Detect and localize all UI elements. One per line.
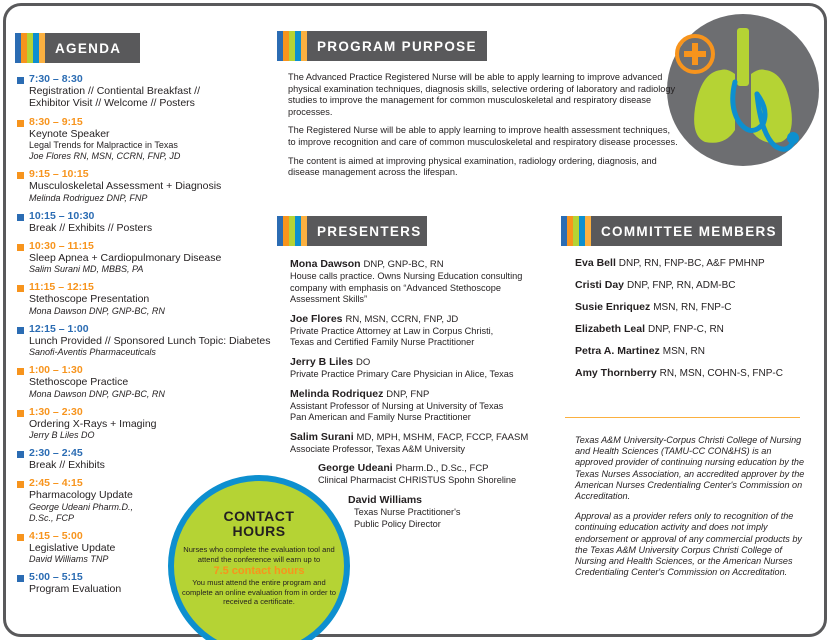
- contact-hours-highlight: 7.5 contact hours: [213, 565, 305, 578]
- accreditation-statement: [575, 435, 807, 587]
- presenters-header: [277, 216, 427, 246]
- committee-member-name: Elizabeth Leal: [575, 323, 646, 335]
- presenter: [290, 388, 560, 424]
- bullet-square-icon: [17, 534, 24, 541]
- committee-member-name: Susie Enriquez: [575, 301, 651, 313]
- agenda-time: 1:30 – 2:30: [29, 405, 83, 418]
- agenda-item: [15, 364, 275, 399]
- agenda-item: [15, 210, 275, 234]
- committee-member-credentials: MSN, RN, FNP-C: [653, 302, 732, 313]
- committee-member: [575, 323, 820, 336]
- agenda-speaker: Salim Surani MD, MBBS, PA: [29, 264, 144, 275]
- stripes-decoration: [277, 31, 307, 61]
- committee-header: [561, 216, 782, 246]
- purpose-paragraph: The content is aimed at improving physical examination, radiology ordering, diagnosis, and disease management across the lifespan.: [288, 155, 657, 178]
- presenter-description: Pan American and Family Nurse Practitioner: [290, 412, 471, 423]
- agenda-time: 11:15 – 12:15: [29, 281, 94, 294]
- agenda-time: 8:30 – 9:15: [29, 115, 83, 128]
- presenter-description: Texas and Certified Family Nurse Practitioner: [290, 337, 475, 348]
- agenda-session: Program Evaluation: [29, 583, 122, 596]
- committee-member: [575, 345, 820, 358]
- agenda-item: [15, 116, 275, 162]
- bullet-square-icon: [17, 481, 24, 488]
- agenda-item: [15, 240, 275, 275]
- agenda-item: [15, 168, 275, 203]
- presenter-description: Assistant Professor of Nursing at University of Texas: [290, 400, 504, 411]
- bullet-square-icon: [17, 410, 24, 417]
- divider: [565, 417, 800, 418]
- bullet-square-icon: [17, 575, 24, 582]
- agenda-time: 1:00 – 1:30: [29, 364, 83, 377]
- bullet-square-icon: [17, 368, 24, 375]
- bullet-square-icon: [17, 77, 24, 84]
- agenda-session: Stethoscope Practice: [29, 376, 129, 389]
- presenter-name: [348, 494, 560, 507]
- presenter: [290, 313, 560, 349]
- presenter-description: Clinical Pharmacist CHRISTUS Spohn Shoreline: [318, 475, 517, 486]
- presenter-description: Private Practice Primary Care Physician in Alice, Texas: [290, 368, 514, 379]
- committee-member-credentials: DNP, FNP-C, RN: [647, 324, 724, 335]
- agenda-session: Pharmacology Update: [29, 489, 133, 502]
- committee-list: [575, 257, 820, 389]
- contact-hours-requirement: You must attend the entire program and complete an online evaluation from in order to received a certificate.: [181, 578, 337, 607]
- presenter-description: House calls practice. Owns Nursing Education consulting: [290, 271, 523, 281]
- presenters-title: PRESENTERS: [317, 223, 422, 239]
- agenda-title: AGENDA: [55, 40, 122, 56]
- agenda-time: 10:30 – 11:15: [29, 240, 94, 253]
- agenda-speaker: Sanofi-Aventis Pharmaceuticals: [29, 347, 156, 358]
- committee-member-credentials: DNP, FNP, RN, ADM-BC: [626, 280, 736, 291]
- agenda-item: [15, 73, 275, 110]
- presenters-list: [290, 258, 560, 537]
- agenda-time: 5:00 – 5:15: [29, 571, 83, 584]
- committee-member-credentials: DNP, RN, FNP-BC, A&F PMHNP: [618, 258, 765, 269]
- bullet-square-icon: [17, 285, 24, 292]
- bullet-square-icon: [17, 244, 24, 251]
- presenter: [290, 431, 560, 456]
- purpose-text: [288, 72, 680, 186]
- presenter-name: [290, 431, 560, 444]
- presenter-description: Associate Professor, Texas A&M University: [290, 443, 465, 454]
- presenter-name: [290, 258, 560, 271]
- bullet-square-icon: [17, 172, 24, 179]
- agenda-session: Ordering X-Rays + Imaging: [29, 417, 157, 430]
- presenter: [290, 258, 560, 306]
- presenter-credentials: DNP, GNP-BC, RN: [363, 259, 444, 270]
- presenter: [318, 462, 560, 487]
- presenter-credentials: DNP, FNP: [386, 388, 430, 400]
- agenda-session: Musculoskeletal Assessment + Diagnosis: [29, 180, 222, 193]
- agenda-speaker: D.Sc., FCP: [29, 512, 75, 523]
- agenda-time: 2:30 – 2:45: [29, 447, 83, 460]
- committee-member-name: Cristi Day: [575, 279, 625, 291]
- agenda-time: 10:15 – 10:30: [29, 209, 95, 222]
- presenter-name-text: Mona Dawson: [290, 258, 361, 270]
- agenda-time: 12:15 – 1:00: [29, 322, 89, 335]
- agenda-time: 4:15 – 5:00: [29, 529, 83, 542]
- presenter-credentials: MD, MPH, MSHM, FACP, FCCP, FAASM: [356, 431, 529, 443]
- presenter-name-text: Joe Flores: [290, 312, 343, 325]
- presenter-name: [290, 313, 560, 326]
- agenda-session: Registration // Contiental Breakfast //: [29, 85, 200, 97]
- agenda-speaker: Melinda Rodriguez DNP, FNP: [29, 192, 148, 203]
- presenter-name-text: David Williams: [348, 493, 423, 506]
- purpose-title: PROGRAM PURPOSE: [317, 38, 477, 54]
- presenter-description: Texas Nurse Practitioner's: [354, 506, 461, 517]
- presenter-credentials: RN, MSN, CCRN, FNP, JD: [345, 313, 459, 325]
- contact-hours-body: [181, 545, 337, 607]
- lungs-stethoscope-icon: [665, 12, 821, 168]
- agenda-item: [15, 323, 275, 358]
- agenda-time: 9:15 – 10:15: [29, 168, 89, 181]
- presenter-description: Private Practice Attorney at Law in Corpus Christi,: [290, 325, 494, 336]
- presenter-credentials: DO: [355, 356, 371, 368]
- agenda-time: 7:30 – 8:30: [29, 73, 83, 85]
- stripes-decoration: [15, 33, 45, 63]
- committee-member-name: Eva Bell: [575, 257, 616, 269]
- committee-member-name: Petra A. Martinez: [575, 345, 660, 357]
- agenda-session: Lunch Provided // Sponsored Lunch Topic: Diabetes: [29, 334, 271, 347]
- purpose-header: [277, 31, 487, 61]
- agenda-session: Sleep Apnea + Cardiopulmonary Disease: [29, 252, 222, 265]
- agenda-item: [15, 447, 275, 471]
- agenda-item: [15, 406, 275, 441]
- agenda-topic: Legal Trends for Malpractice in Texas: [29, 140, 178, 151]
- accreditation-paragraph: Texas A&M University-Corpus Christi College of Nursing and Health Sciences (TAMU-CC CON&HS) is an approved provider of continuing nursing education by the Texas Nurses Association, an accredited approver by the American Nurses Credentialing Center's Commission on Accreditation.: [575, 435, 805, 502]
- agenda-speaker: David Williams TNP: [29, 554, 109, 565]
- agenda-session: Break // Exhibits: [29, 459, 105, 472]
- presenter: [290, 356, 560, 381]
- committee-member-name: Amy Thornberry: [575, 367, 657, 379]
- presenter-name-text: Salim Surani: [290, 430, 354, 443]
- bullet-square-icon: [17, 120, 24, 127]
- stripes-decoration: [561, 216, 591, 246]
- bullet-square-icon: [17, 327, 24, 334]
- committee-member: [575, 367, 820, 380]
- committee-member-credentials: MSN, RN: [662, 346, 705, 357]
- presenter-description: company with emphasis on “Advanced Stethoscope: [290, 282, 501, 293]
- agenda-session: Exhibitor Visit // Welcome // Posters: [29, 97, 195, 110]
- committee-member: [575, 257, 820, 270]
- presenter-name: [290, 388, 560, 401]
- committee-member: [575, 279, 820, 292]
- stripes-decoration: [277, 216, 307, 246]
- agenda-session: Legislative Update: [29, 541, 116, 554]
- presenter-credentials: Pharm.D., D.Sc., FCP: [395, 463, 489, 475]
- agenda-session: Break // Exhibits // Posters: [29, 221, 153, 234]
- agenda-speaker: Mona Dawson DNP, GNP-BC, RN: [29, 305, 165, 316]
- presenter-name-text: Jerry B Liles: [290, 355, 354, 368]
- bullet-square-icon: [17, 451, 24, 458]
- contact-hours-title: CONTACT HOURS: [223, 508, 295, 539]
- agenda-time: 2:45 – 4:15: [29, 477, 83, 490]
- presenter-name-text: George Udeani: [318, 462, 393, 475]
- agenda-item: [15, 281, 275, 316]
- committee-member: [575, 301, 820, 314]
- presenter-name: [290, 356, 560, 369]
- purpose-paragraph: The Advanced Practice Registered Nurse will be able to apply learning to improve advanced physical examination techniques, diagnosis skills, selective ordering of laboratory and radiology studies to improve the management for common musculoskeletal and respiratory disease processes.: [288, 72, 676, 117]
- agenda-speaker: George Udeani Pharm.D.,: [29, 501, 134, 512]
- agenda-speaker: Joe Flores RN, MSN, CCRN, FNP, JD: [29, 151, 181, 162]
- presenter: [348, 494, 560, 530]
- bullet-square-icon: [17, 214, 24, 221]
- agenda-session: Keynote Speaker: [29, 127, 110, 140]
- agenda-header: [15, 33, 140, 63]
- presenter-name-text: Melinda Rodriquez: [290, 387, 384, 400]
- committee-title: COMMITTEE MEMBERS: [601, 223, 777, 239]
- accreditation-paragraph: Approval as a provider refers only to recognition of the continuing education activity and does not imply endorsement or approval of any commercial products by the Texas A&M University Corpus Christi College of Nursing and Health Sciences, or the American Nurses Credentialing Center's Commission on Accreditation.: [575, 511, 802, 578]
- agenda-speaker: Jerry B Liles DO: [29, 430, 95, 441]
- contact-hours-text: Nurses who complete the evaluation tool and attend the conference will earn up to: [183, 545, 335, 564]
- presenter-description: Public Policy Director: [354, 518, 441, 529]
- presenter-description: Assessment Skills”: [290, 294, 368, 305]
- agenda-speaker: Mona Dawson DNP, GNP-BC, RN: [29, 388, 165, 399]
- presenter-name: [318, 462, 560, 475]
- purpose-paragraph: The Registered Nurse will be able to apply learning to improve health assessment techniques, to improve recognition and care of common musculoskeletal and respiratory disease processes.: [288, 125, 678, 147]
- committee-member-credentials: RN, MSN, COHN-S, FNP-C: [659, 368, 783, 379]
- agenda-session: Stethoscope Presentation: [29, 293, 150, 306]
